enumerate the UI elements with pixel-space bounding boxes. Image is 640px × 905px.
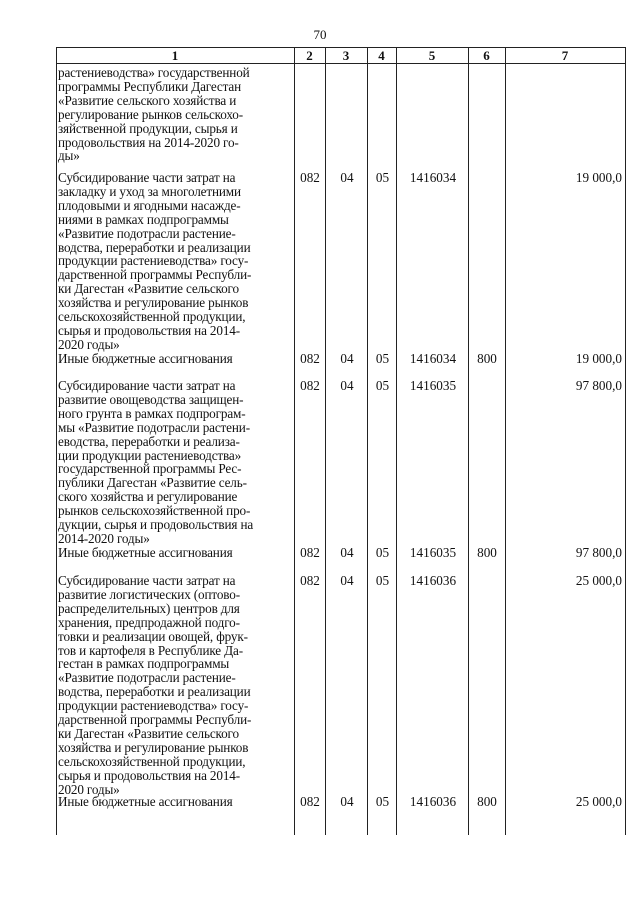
description-line: публики Дагестан «Развитие сель- bbox=[58, 475, 247, 491]
description-line: «Развитие подотрасли растение- bbox=[58, 670, 236, 686]
row-c2-value: 082 bbox=[300, 794, 320, 809]
row-description bbox=[58, 379, 292, 546]
description-line: дарственной программы Республи- bbox=[58, 267, 252, 283]
description-line: хранения, предпродажной подго- bbox=[58, 614, 240, 630]
row-c3-value: 04 bbox=[340, 573, 354, 588]
description-line: ды» bbox=[58, 148, 80, 164]
row-description bbox=[58, 171, 292, 352]
budget-table bbox=[56, 47, 626, 835]
row-description bbox=[58, 574, 292, 797]
description-line: рынков сельскохозяйственной про- bbox=[58, 503, 251, 519]
header-col-1: 1 bbox=[171, 48, 179, 63]
row-c7-value: 19 000,0 bbox=[575, 170, 622, 185]
column-divider bbox=[468, 47, 469, 835]
row-c2-value: 082 bbox=[300, 351, 320, 366]
header-bottom-rule bbox=[56, 63, 626, 64]
description-line: распределительных) центров для bbox=[58, 600, 240, 616]
row-c2-value: 082 bbox=[300, 545, 320, 560]
row-c6-value: 800 bbox=[477, 794, 497, 809]
row-description bbox=[58, 66, 292, 163]
row-c3-value: 04 bbox=[340, 794, 354, 809]
row-c2-value: 082 bbox=[300, 573, 320, 588]
row-c3-value: 04 bbox=[340, 351, 354, 366]
row-c7-value: 19 000,0 bbox=[575, 351, 622, 366]
description-line: ки Дагестан «Развитие сельского bbox=[58, 725, 239, 741]
description-line: гестан в рамках подпрограммы bbox=[58, 656, 230, 672]
description-line: ного грунта в рамках подпрограм- bbox=[58, 405, 246, 421]
description-line: ниями в рамках подпрограммы bbox=[58, 211, 229, 227]
row-description bbox=[58, 795, 292, 809]
description-line: развитие овощеводства защищен- bbox=[58, 391, 244, 407]
column-divider bbox=[294, 47, 295, 835]
description-line: государственной программы Рес- bbox=[58, 461, 242, 477]
header-col-4: 4 bbox=[378, 48, 385, 63]
row-c4-value: 05 bbox=[375, 545, 390, 560]
row-description bbox=[58, 546, 292, 560]
row-c6-value: 800 bbox=[477, 545, 497, 560]
row-c5-value: 1416036 bbox=[409, 573, 457, 588]
header-col-2: 2 bbox=[306, 48, 313, 63]
description-line: еводства, переработки и реализа- bbox=[58, 433, 240, 449]
row-c5-value: 1416036 bbox=[409, 794, 457, 809]
description-line: сырья и продовольствия на 2014- bbox=[58, 767, 240, 783]
description-line: водства, переработки и реализации bbox=[58, 684, 251, 700]
description-line: хозяйства и регулирование рынков bbox=[58, 295, 249, 311]
row-c7-value: 97 800,0 bbox=[575, 378, 622, 393]
description-line: продукции растениеводства» госу- bbox=[58, 253, 249, 269]
description-line: «Развитие сельского хозяйства и bbox=[58, 92, 237, 108]
row-c7-value: 97 800,0 bbox=[575, 545, 622, 560]
row-c2-value: 082 bbox=[300, 378, 320, 393]
description-line: «Развитие подотрасли растение- bbox=[58, 225, 236, 241]
description-line: мы «Развитие подотрасли растени- bbox=[58, 419, 250, 435]
description-line: Иные бюджетные ассигнования bbox=[58, 794, 233, 809]
column-divider bbox=[56, 47, 57, 835]
description-line: сельскохозяйственной продукции, bbox=[58, 309, 246, 325]
description-line: растениеводства» государственной bbox=[58, 65, 250, 80]
description-line: Субсидирование части затрат на bbox=[58, 573, 236, 588]
description-line: продовольствия на 2014-2020 го- bbox=[58, 134, 239, 150]
column-divider bbox=[367, 47, 368, 835]
row-c5-value: 1416034 bbox=[409, 170, 457, 185]
row-c7-value: 25 000,0 bbox=[575, 794, 622, 809]
row-c3-value: 04 bbox=[340, 378, 354, 393]
column-divider bbox=[325, 47, 326, 835]
row-c4-value: 05 bbox=[375, 351, 390, 366]
description-line: тов и картофеля в Республике Да- bbox=[58, 642, 243, 658]
description-line: Иные бюджетные ассигнования bbox=[58, 545, 233, 560]
row-c4-value: 05 bbox=[375, 573, 390, 588]
description-line: программы Республики Дагестан bbox=[58, 78, 242, 94]
description-line: 2020 годы» bbox=[58, 336, 120, 352]
row-c2-value: 082 bbox=[300, 170, 320, 185]
description-line: 2014-2020 годы» bbox=[58, 530, 150, 546]
description-line: ции продукции растениеводства» bbox=[58, 447, 242, 463]
description-line: хозяйства и регулирование рынков bbox=[58, 739, 249, 755]
row-c5-value: 1416035 bbox=[409, 545, 457, 560]
description-line: дарственной программы Республи- bbox=[58, 712, 252, 728]
row-description bbox=[58, 352, 292, 366]
description-line: регулирование рынков сельскохо- bbox=[58, 106, 243, 122]
header-col-3: 3 bbox=[342, 48, 350, 63]
description-line: плодовыми и ягодными насажде- bbox=[58, 197, 241, 213]
row-c4-value: 05 bbox=[375, 378, 390, 393]
header-col-5: 5 bbox=[428, 48, 436, 63]
row-c3-value: 04 bbox=[340, 545, 354, 560]
row-c4-value: 05 bbox=[375, 794, 390, 809]
description-line: сырья и продовольствия на 2014- bbox=[58, 322, 240, 338]
description-line: Субсидирование части затрат на bbox=[58, 170, 236, 185]
description-line: ского хозяйства и регулирование bbox=[58, 489, 238, 505]
description-line: дукции, сырья и продовольствия на bbox=[58, 517, 254, 533]
description-line: закладку и уход за многолетними bbox=[58, 183, 241, 199]
description-line: водства, переработки и реализации bbox=[58, 239, 251, 255]
description-line: продукции растениеводства» госу- bbox=[58, 698, 249, 714]
column-divider bbox=[625, 47, 626, 835]
description-line: Иные бюджетные ассигнования bbox=[58, 351, 233, 366]
description-line: ки Дагестан «Развитие сельского bbox=[58, 281, 239, 297]
row-c4-value: 05 bbox=[375, 170, 390, 185]
header-col-6: 6 bbox=[483, 48, 490, 63]
column-divider bbox=[396, 47, 397, 835]
page-number: 70 bbox=[313, 27, 327, 42]
row-c5-value: 1416035 bbox=[409, 378, 457, 393]
description-line: зяйственной продукции, сырья и bbox=[58, 120, 238, 136]
description-line: 2020 годы» bbox=[58, 781, 120, 797]
row-c7-value: 25 000,0 bbox=[575, 573, 622, 588]
description-line: Субсидирование части затрат на bbox=[58, 378, 236, 393]
description-line: товки и реализации овощей, фрук- bbox=[58, 628, 248, 644]
header-col-7: 7 bbox=[561, 48, 569, 63]
description-line: развитие логистических (оптово- bbox=[58, 586, 240, 602]
row-c3-value: 04 bbox=[340, 170, 354, 185]
row-c5-value: 1416034 bbox=[409, 351, 457, 366]
column-divider bbox=[505, 47, 506, 835]
description-line: сельскохозяйственной продукции, bbox=[58, 753, 246, 769]
row-c6-value: 800 bbox=[477, 351, 497, 366]
